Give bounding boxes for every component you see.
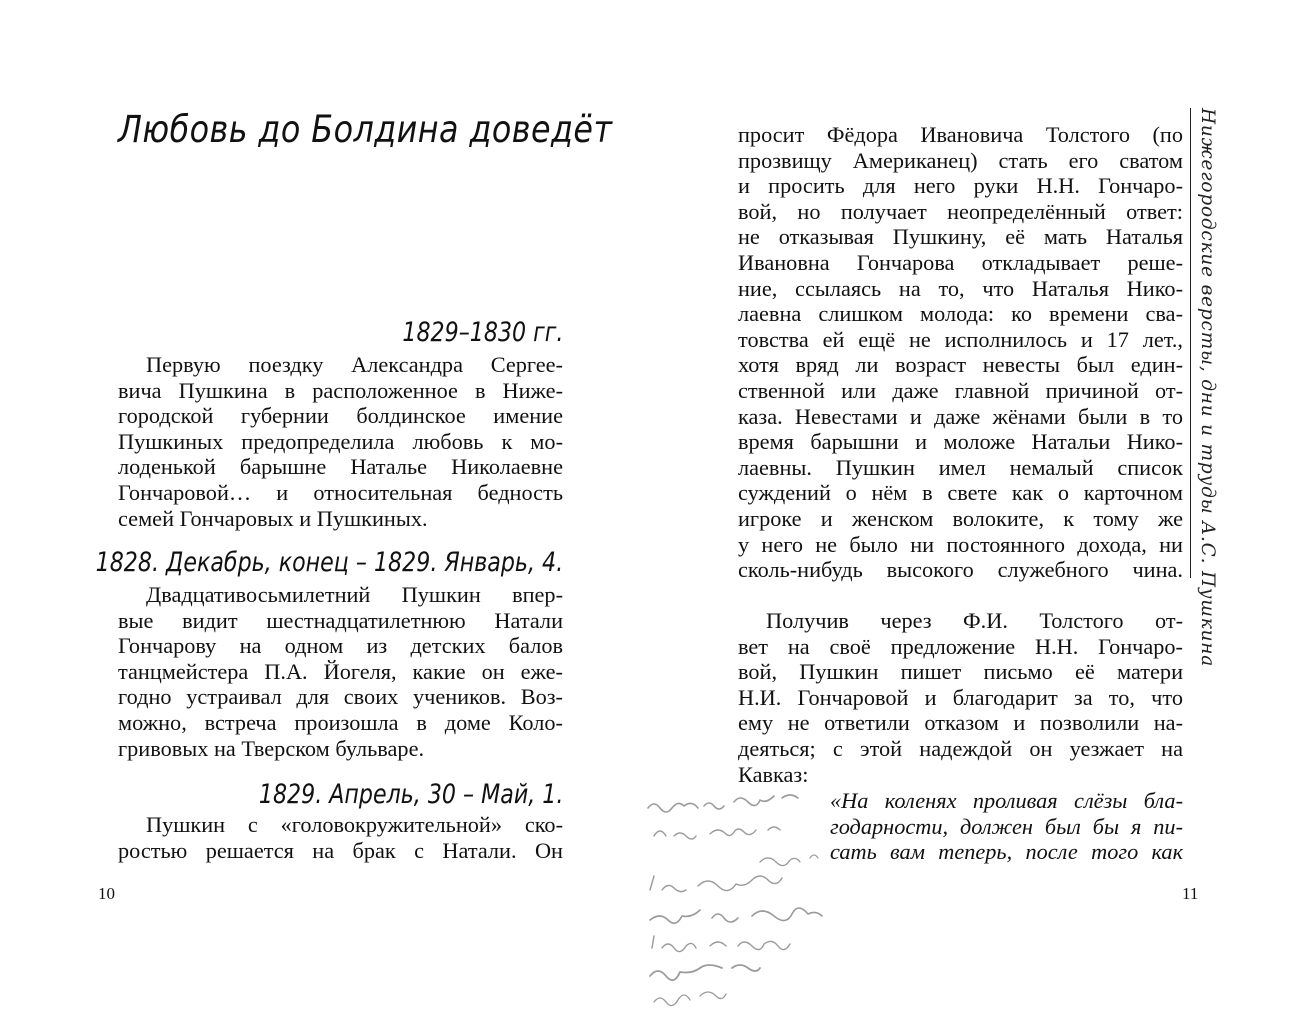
running-head-text: Нижегородские версты, дни и труды А.С. Пушкина	[1197, 108, 1218, 668]
text-line: вой, Пушкин пишет письмо её матери	[738, 659, 1183, 685]
text-line: прозвищу Американец) стать его сватом	[738, 147, 1183, 173]
quote-line: «На коленях проливая слёзы бла-	[830, 788, 1183, 813]
text-line: суждений о нём в свете как о карточном	[738, 480, 1183, 506]
quote-line: сать вам теперь, после того как	[830, 839, 1183, 865]
page-number-left: 10	[98, 884, 115, 903]
date-heading-1828-december: 1828. Декабрь, конец – 1829. Январь, 4.	[95, 547, 563, 578]
text-line: Гончаровой… и относительная бедность	[118, 479, 563, 505]
manuscript-handwriting-image	[640, 780, 910, 1015]
running-head	[1190, 108, 1225, 668]
text-line: вой, но получает неопределённый ответ:	[738, 198, 1183, 224]
text-line: товства ей ещё не исполнилось и 17 лет.,	[738, 326, 1183, 352]
text-line: Н.И. Гончаровой и благодарит за то, что	[738, 684, 1183, 710]
text-line: игроке и женском волоките, к тому же	[738, 505, 1183, 531]
text-line: Двадцативосьмилетний Пушкин впер-	[146, 582, 563, 607]
text-line: Ивановна Гончарова откладывает реше-	[738, 249, 1183, 275]
text-line: танцмейстера П.А. Йогеля, какие он еже-	[118, 658, 563, 684]
text-line: ему не ответили отказом и позволили на-	[738, 710, 1183, 736]
text-line: хотя вряд ли возраст невесты был един-	[738, 352, 1183, 378]
text-line: просит Фёдора Ивановича Толстого (по	[738, 122, 1183, 147]
section-3-text	[118, 812, 563, 863]
text-line: у него не было ни постоянного дохода, ни	[738, 531, 1183, 557]
right-paragraph-2	[738, 608, 1183, 787]
text-line: Пушкин с «головокружительной» ско-	[146, 812, 563, 837]
text-line: деяться; с этой надеждой он уезжает на	[738, 735, 1183, 761]
text-line: Кавказ:	[738, 761, 809, 787]
text-line: не отказывая Пушкину, её мать Наталья	[738, 224, 1183, 250]
text-line: городской губернии болдинское имение	[118, 403, 563, 429]
text-line: лоденькой барышне Наталье Николаевне	[118, 454, 563, 480]
text-line: ственной или даже главной причиной от-	[738, 377, 1183, 403]
date-heading-1829-1830: 1829–1830 гг.	[401, 317, 563, 348]
text-line: вет на своё предложение Н.Н. Гончаро-	[738, 633, 1183, 659]
text-line: годно устраивал для своих учеников. Воз-	[118, 684, 563, 710]
text-line: сколь-нибудь высокого служебного чина.	[738, 557, 1183, 583]
quote-line: годарности, должен был бы я пи-	[830, 813, 1183, 839]
text-line: каза. Невестами и даже жёнами были в то	[738, 403, 1183, 429]
text-line: вые видит шестнадцатилетнюю Натали	[118, 607, 563, 633]
text-line: и просить для него руки Н.Н. Гончаро-	[738, 173, 1183, 199]
page-number-right: 11	[1182, 884, 1199, 903]
text-line: лаевны. Пушкин имел немалый список	[738, 454, 1183, 480]
text-line: Пушкиных предопределила любовь к мо-	[118, 428, 563, 454]
right-paragraph-1	[738, 122, 1183, 583]
text-line: семей Гончаровых и Пушкиных.	[118, 505, 428, 531]
chapter-title: Любовь до Болдина доведёт	[118, 108, 613, 151]
text-line: ростью решается на брак с Натали. Он	[118, 837, 563, 863]
text-line: Гончарову на одном из детских балов	[118, 633, 563, 659]
section-1-text	[118, 352, 563, 531]
text-line: Первую поездку Александра Сергее-	[146, 352, 563, 377]
text-line: время барышни и моложе Натальи Нико-	[738, 429, 1183, 455]
text-line: можно, встреча произошла в доме Коло-	[118, 709, 563, 735]
text-line: гривовых на Тверском бульваре.	[118, 735, 425, 761]
text-line: лаевна слишком молода: ко времени сва-	[738, 301, 1183, 327]
text-line: ние, ссылаясь на то, что Наталья Нико-	[738, 275, 1183, 301]
text-line: вича Пушкина в расположенное в Ниже-	[118, 377, 563, 403]
section-2-text	[118, 582, 563, 761]
date-heading-1829-april: 1829. Апрель, 30 – Май, 1.	[258, 779, 563, 810]
text-line: Получив через Ф.И. Толстого от-	[766, 608, 1183, 633]
